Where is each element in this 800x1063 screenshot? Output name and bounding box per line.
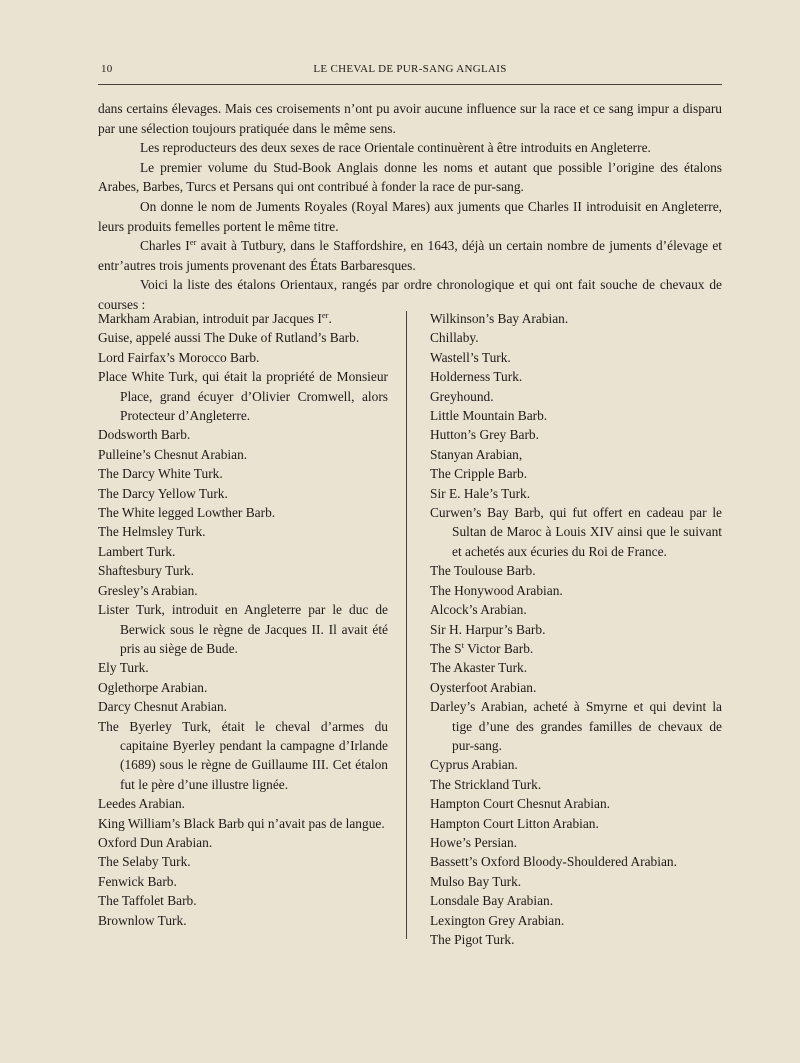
list-item: The Taffolet Barb. [98,893,197,909]
list-item: Pulleine’s Chesnut Arabian. [98,446,248,462]
list-item: Hutton’s Grey Barb. [430,427,539,443]
list-item: The Strickland Turk. [430,776,542,792]
list-item: Wilkinson’s Bay Arabian. [430,311,569,326]
list-item: Oxford Dun Arabian. [98,834,213,850]
page-number: 10 [101,63,113,75]
list-item: Guise, appelé aussi The Duke of Rutland’s Barb. [98,330,360,346]
list-item: Gresley’s Arabian. [98,582,198,598]
list-item: Lambert Turk. [98,543,176,559]
paragraph: Le premier volume du Stud-Book Anglais donne les noms et autant que possible l’origine des étalons Arabes, Barbes, Turcs et Persans qui ont contribué à fonder la race de pur-sang. [98,159,722,195]
list-item: Fenwick Barb. [98,873,177,889]
list-item: Oglethorpe Arabian. [98,679,208,695]
list-item: Shaftesbury Turk. [98,563,194,579]
column-divider [406,311,407,939]
list-item: The White legged Lowther Barb. [98,505,276,521]
stallion-list-right [430,309,722,949]
list-item: Holderness Turk. [430,369,523,385]
page-header [98,63,722,79]
list-item: The Cripple Barb. [430,466,528,482]
list-item: Lister Turk, introduit en Angleterre par le duc de Berwick sous le règne de Jacques II. Il avait été pris au siège de Bude. [98,602,388,656]
list-item: Darcy Chesnut Arabian. [98,699,228,715]
list-item: Brownlow Turk. [98,912,187,928]
list-item: Lord Fairfax’s Morocco Barb. [98,349,260,365]
list-item: Place White Turk, qui était la propriété de Monsieur Place, grand écuyer d’Olivier Cromwell, alors Protecteur d’Angleterre. [98,369,388,424]
paragraph: Voici la liste des étalons Orientaux, rangés par ordre chronologique et qui ont fait souche de chevaux de courses : [98,277,722,312]
header-rule [98,84,722,85]
list-item: Hampton Court Chesnut Arabian. [430,796,611,812]
list-item: Bassett’s Oxford Bloody-Shouldered Arabian. [430,854,677,870]
paragraph: dans certains élevages. Mais ces croisements n’ont pu avoir aucune influence sur la race et ce sang impur a disparu par une sélection toujours pratiquée dans le même sens. [98,101,722,136]
list-item: Stanyan Arabian, [430,446,523,462]
list-item: Sir H. Harpur’s Barb. [430,621,546,637]
paragraph: On donne le nom de Juments Royales (Royal Mares) aux juments que Charles II introduisit en Angleterre, leurs produits femelles portent le même titre. [98,198,722,234]
list-item: The Toulouse Barb. [430,563,536,579]
list-item: Greyhound. [430,388,494,404]
list-item: Lonsdale Bay Arabian. [430,893,554,909]
list-item: Lexington Grey Arabian. [430,912,565,928]
list-item: Cyprus Arabian. [430,757,518,773]
list-item: Chillaby. [430,330,479,346]
list-item: Oysterfoot Arabian. [430,679,537,695]
list-item: The Helmsley Turk. [98,524,206,540]
intro-text [98,99,722,315]
running-head: LE CHEVAL DE PUR-SANG ANGLAIS [313,63,507,75]
list-item: The $S^t$ Victor Barb. [430,639,534,656]
list-item: Howe’s Persian. [430,834,518,850]
list-item: Markham Arabian, introduit par Jacques Ier. [98,310,332,326]
list-item: Dodsworth Barb. [98,427,191,443]
list-item: Mulso Bay Turk. [430,873,522,889]
list-item: Alcock’s Arabian. [430,602,527,618]
list-item: Darley’s Arabian, acheté à Smyrne et qui devint la tige d’une des grandes familles de chevaux de pur-sang. [430,699,722,753]
list-item: King William’s Black Barb qui n’avait pas de langue. [98,815,385,831]
list-item: The Pigot Turk. [430,932,515,947]
list-item: Sir E. Hale’s Turk. [430,485,531,501]
list-item: The Byerley Turk, était le cheval d’armes du capitaine Byerley pendant la campagne d’Irlande (1689) sous le règne de Guillaume III. Cet étalon fut le père d’une illustre lignée. [98,718,388,792]
paragraph: Les reproducteurs des deux sexes de race Orientale continuèrent à être introduits en Angleterre. [140,140,651,156]
stallion-list-left [98,309,388,930]
list-item: Leedes Arabian. [98,796,185,812]
list-item: The Akaster Turk. [430,660,528,676]
list-item: Curwen’s Bay Barb, qui fut offert en cadeau par le Sultan de Maroc à Louis XIV ainsi que le suivant et achetés aux écuries du Roi de France. [430,505,722,559]
paragraph: Charles Ier avait à Tutbury, dans le Staffordshire, en 1643, déjà un certain nombre de juments d’élevage et entr’autres trois juments provenant des États Barbaresques. [98,237,722,273]
list-item: Wastell’s Turk. [430,349,511,365]
list-item: The Darcy Yellow Turk. [98,485,228,501]
list-item: The Selaby Turk. [98,854,191,870]
list-item: The Honywood Arabian. [430,582,563,598]
list-item: Hampton Court Litton Arabian. [430,815,599,831]
list-item: Ely Turk. [98,660,149,676]
list-item: Little Mountain Barb. [430,408,548,424]
list-item: The Darcy White Turk. [98,466,223,482]
